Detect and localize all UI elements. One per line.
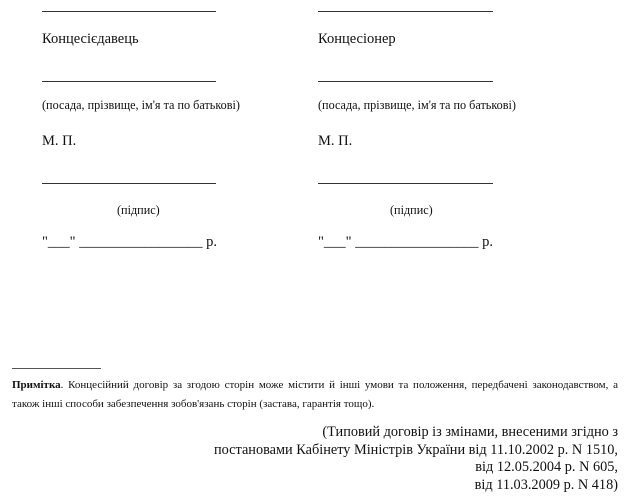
left-position-hint: (посада, прізвище, ім'я та по батькові) xyxy=(42,98,240,112)
note-text: . Концесійний договір за згодою сторін може містити й інші умови та положення, передбачені законодавством, а також інші способи забезпечення зобов'язань сторін (застава, гарантія тощо). xyxy=(12,379,618,410)
right-signature-line xyxy=(318,183,493,184)
right-signature-hint: (підпис) xyxy=(390,203,433,217)
right-seal: М. П. xyxy=(318,133,353,149)
amendment-reference xyxy=(214,424,618,494)
footer-line-4: від 11.03.2009 р. N 418) xyxy=(474,476,618,493)
note-separator xyxy=(12,368,101,369)
right-top-line xyxy=(318,11,493,12)
footer-line-2: постановами Кабінету Міністрів України від 11.10.2002 р. N 1510, xyxy=(214,441,618,458)
footer-line-1: (Типовий договір із змінами, внесеними згідно з xyxy=(322,424,618,440)
left-name-line xyxy=(42,81,216,82)
right-name-line xyxy=(318,81,493,82)
left-signature-line xyxy=(42,183,216,184)
note-paragraph xyxy=(12,376,618,414)
footer-line-3: від 12.05.2004 р. N 605, xyxy=(475,459,618,475)
left-seal: М. П. xyxy=(42,133,77,149)
left-role: Концесієдавець xyxy=(42,31,139,47)
right-position-hint: (посада, прізвище, ім'я та по батькові) xyxy=(318,98,516,112)
left-date: "___" _________________ р. xyxy=(42,234,217,250)
left-top-line xyxy=(42,11,216,12)
note-label: Примітка xyxy=(12,379,61,391)
left-signature-hint: (підпис) xyxy=(117,203,160,217)
right-date: "___" _________________ р. xyxy=(318,234,493,250)
right-role: Концесіонер xyxy=(318,31,396,47)
